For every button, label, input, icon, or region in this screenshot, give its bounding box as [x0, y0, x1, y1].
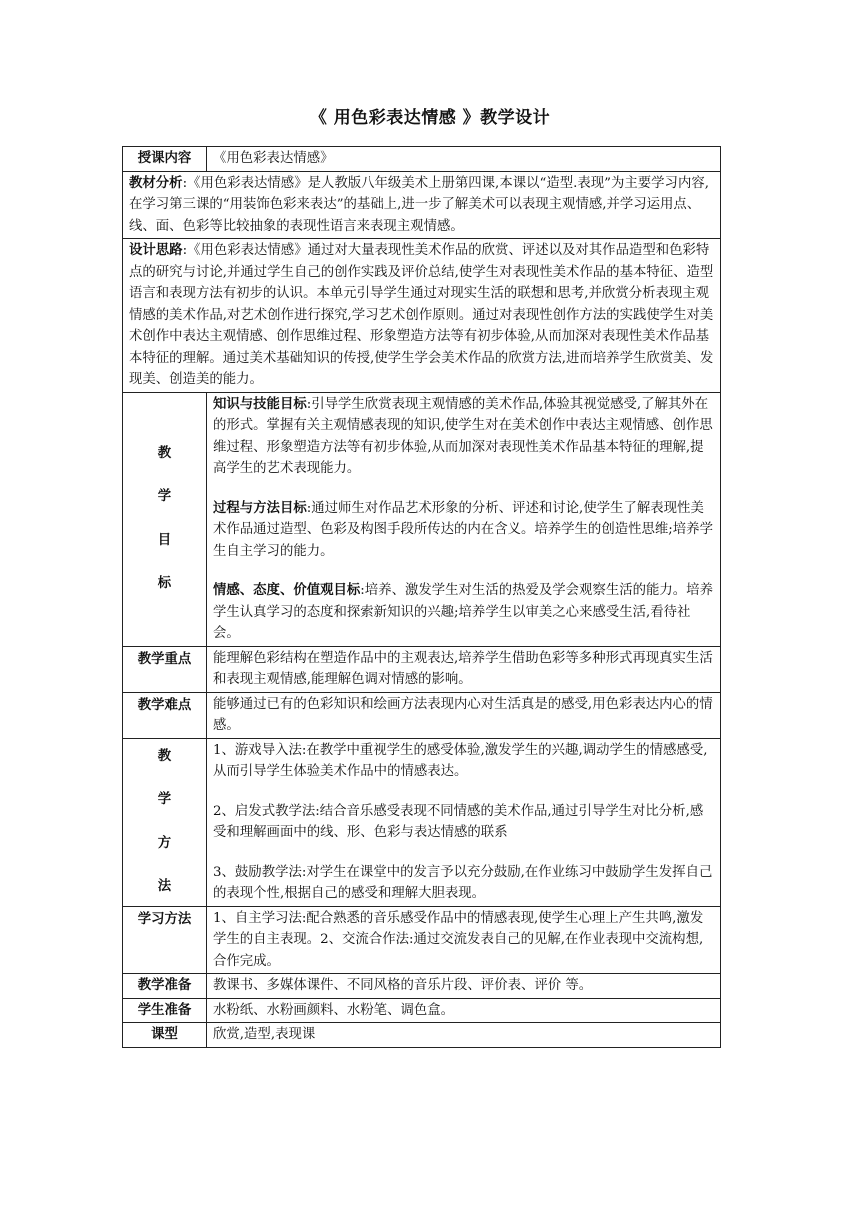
key-points-label: 教学重点 — [123, 646, 207, 692]
analysis-label: 教材分析 — [129, 175, 183, 191]
row-course — [123, 147, 721, 172]
row-key-points — [123, 646, 721, 692]
methods-label — [123, 738, 207, 906]
row-student-prep — [123, 998, 721, 1023]
goal-process-text: :通过师生对作品艺术形象的分析、评述和讨论,使学生了解表现性美术作品通过造型、色彩及构图手段所传达的内在含义。培养学生的创造性思维;培养学生自主学习的能力。 — [213, 500, 713, 559]
goal-knowledge-label: 知识与技能目标 — [213, 396, 307, 412]
goal-emotion-label: 情感、态度、价值观目标 — [213, 583, 361, 598]
methods-label-char: 法 — [157, 879, 172, 895]
row-learning — [123, 906, 721, 974]
course-value: 《用色彩表达情感》 — [207, 147, 721, 172]
goals-content — [207, 392, 721, 646]
goal-emotion — [213, 580, 714, 645]
difficulties-text: 能够通过已有的色彩知识和绘画方法表现内心对生活真是的感受,用色彩表达内心的情感。 — [207, 692, 721, 738]
row-analysis — [123, 171, 721, 239]
teacher-prep-label: 教学准备 — [123, 974, 207, 999]
goals-label-char: 学 — [157, 489, 172, 505]
methods-content — [207, 738, 721, 906]
method-item: 3、鼓励教学法:对学生在课堂中的发言予以充分鼓励,在作业练习中鼓励学生发挥自己的表现个性,根据自己的感受和理解大胆表现。 — [213, 864, 713, 901]
teacher-prep-text: 教课书、多媒体课件、不同风格的音乐片段、评价表、评价 等。 — [207, 974, 721, 999]
course-label: 授课内容 — [123, 147, 207, 172]
goals-label — [123, 392, 207, 646]
method-item: 1、游戏导入法:在教学中重视学生的感受体验,激发学生的兴趣,调动学生的情感感受,从而引导学生体验美术作品中的情感表达。 — [213, 742, 708, 779]
learning-label: 学习方法 — [123, 906, 207, 974]
student-prep-text: 水粉纸、水粉画颜料、水粉笔、调色盒。 — [207, 998, 721, 1023]
goals-label-char: 目 — [157, 532, 172, 548]
goals-label-char: 教 — [157, 445, 172, 461]
analysis-text: :《用色彩表达情感》是人教版八年级美术上册第四课,本课以“造型.表现”为主要学习内容,在学习第三课的“用装饰色彩来表达”的基础上,进一步了解美术可以表现主观情感,并学习运用点、线、面、色彩等比较抽象的表现性语言来表现主观情感。 — [129, 175, 709, 234]
key-points-text: 能理解色彩结构在塑造作品中的主观表达,培养学生借助色彩等多种形式再现真实生活和表现主观情感,能理解色调对情感的影响。 — [207, 646, 721, 692]
method-item: 2、启发式教学法:结合音乐感受表现不同情感的美术作品,通过引导学生对比分析,感受和理解画面中的线、形、色彩与表达情感的联系 — [213, 803, 704, 840]
row-design — [123, 239, 721, 393]
row-teacher-prep — [123, 974, 721, 999]
learning-text: 1、自主学习法:配合熟悉的音乐感受作品中的情感表现,使学生心理上产生共鸣,激发学生的自主表现。2、交流合作法:通过交流发表自己的见解,在作业表现中交流构想,合作完成。 — [207, 906, 721, 974]
goal-process — [213, 498, 714, 563]
goal-emotion-text: :培养、激发学生对生活的热爱及学会观察生活的能力。培养学生认真学习的态度和探索新知识的兴趣;培养学生以审美之心来感受生活,看待社会。 — [213, 583, 713, 641]
lesson-plan-table — [122, 146, 721, 1048]
goal-process-label: 过程与方法目标 — [213, 500, 307, 516]
type-label: 课型 — [123, 1023, 207, 1048]
design-label: 设计思路 — [129, 243, 183, 258]
page-title: 《 用色彩表达情感 》教学设计 — [309, 108, 551, 128]
type-text: 欣赏,造型,表现课 — [207, 1023, 721, 1048]
analysis-cell — [123, 171, 721, 239]
row-methods — [123, 738, 721, 906]
design-cell — [123, 239, 721, 393]
methods-label-char: 学 — [157, 792, 172, 808]
methods-label-char: 教 — [157, 748, 172, 764]
goal-knowledge-text: :引导学生欣赏表现主观情感的美术作品,体验其视觉感受,了解其外在的形式。掌握有关主观情感表现的知识,使学生对在美术创作中表达主观情感、创作思维过程、形象塑造方法等有初步体验,从而加深对表现性美术作品基本特征的理解,提高学生的艺术表现能力。 — [213, 396, 713, 476]
difficulties-label: 教学难点 — [123, 692, 207, 738]
goal-knowledge — [213, 394, 714, 480]
goals-label-char: 标 — [157, 576, 172, 592]
row-type — [123, 1023, 721, 1048]
row-difficulties — [123, 692, 721, 738]
student-prep-label: 学生准备 — [123, 998, 207, 1023]
row-goals — [123, 392, 721, 646]
design-text: :《用色彩表达情感》通过对大量表现性美术作品的欣赏、评述以及对其作品造型和色彩特点的研究与讨论,并通过学生自己的创作实践及评价总结,使学生对表现性美术作品的基本特征、造型语言和表现方法有初步的认识。本单元引导学生通过对现实生活的联想和思考,并欣赏分析表现主观情感的美术作品,对艺术创作进行探究,学习艺术创作原则。通过对表现性创作方法的实践使学生对美术创作中表达主观情感、创作思维过程、形象塑造方法等有初步体验,从而加深对表现性美术作品基本特征的理解。通过美术基础知识的传授,使学生学会美术作品的欣赏方法,进而培养学生欣赏美、发现美、创造美的能力。 — [129, 243, 714, 387]
methods-label-char: 方 — [157, 835, 172, 851]
